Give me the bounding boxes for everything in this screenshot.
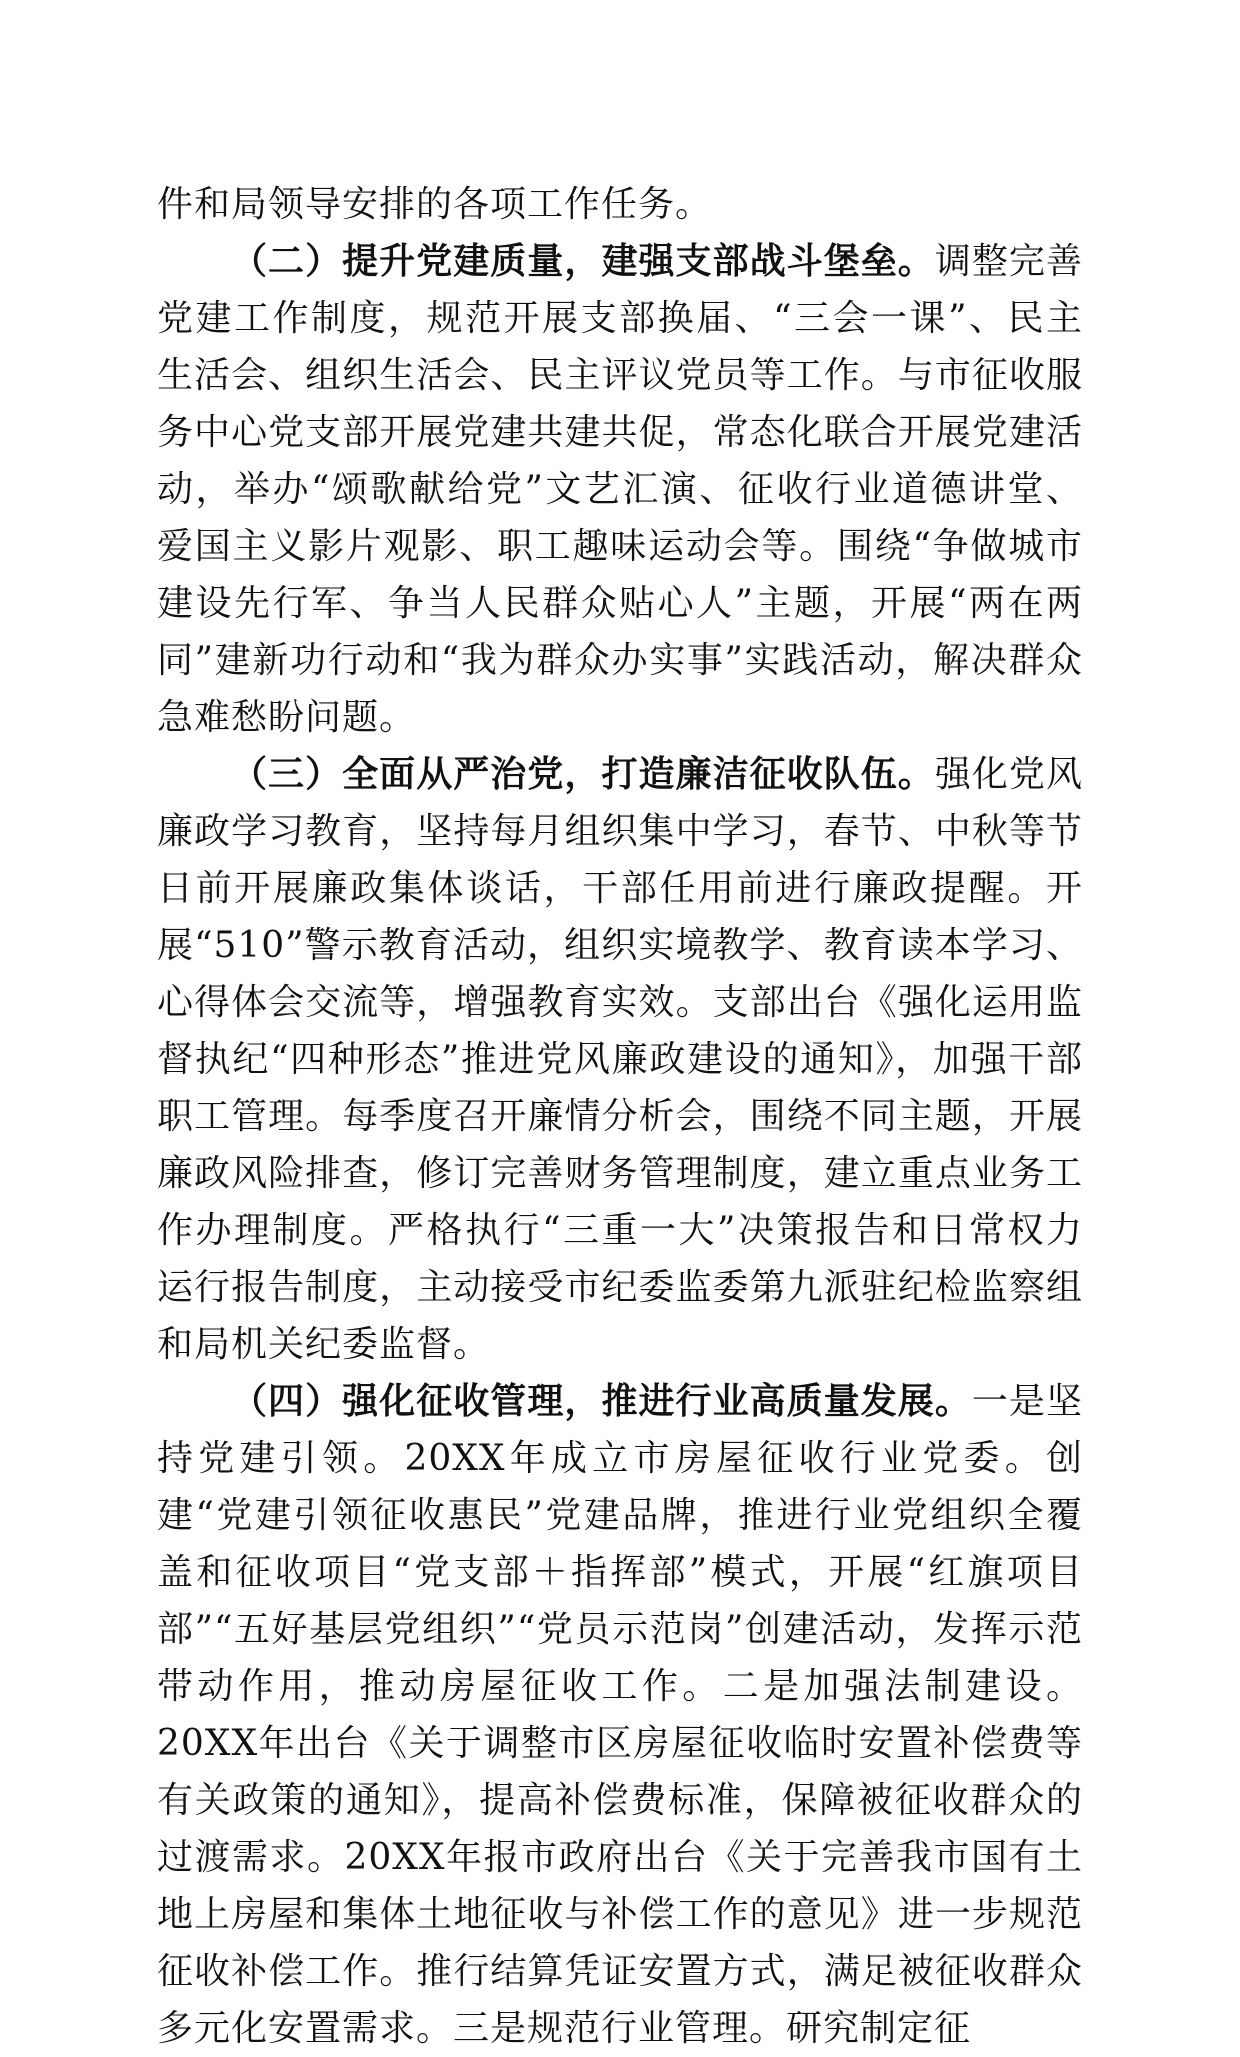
paragraph-section-2 <box>157 233 1083 746</box>
paragraph-section-3 <box>157 746 1083 1373</box>
section-heading: （三）全面从严治党，打造廉洁征收队伍。 <box>231 753 935 795</box>
paragraph-text: 件和局领导安排的各项工作任务。 <box>157 184 713 225</box>
paragraph-continuation <box>157 176 1083 233</box>
section-heading: （四）强化征收管理，推进行业高质量发展。 <box>231 1380 972 1422</box>
paragraph-text: 调整完善党建工作制度，规范开展支部换届、“三会一课”、民主生活会、组织生活会、民主评议党员等工作。与市征收服务中心党支部开展党建共建共促，常态化联合开展党建活动，举办“颂歌献给党”文艺汇演、征收行业道德讲堂、爱国主义影片观影、职工趣味运动会等。围绕“争做城市建设先行军、争当人民群众贴心人”主题，开展“两在两同”建新功行动和“我为群众办实事”实践活动，解决群众急难愁盼问题。 <box>157 241 1083 738</box>
section-heading: （二）提升党建质量，建强支部战斗堡垒。 <box>231 240 935 282</box>
paragraph-section-4 <box>157 1373 1083 2057</box>
paragraph-text: 一是坚持党建引领。20XX年成立市房屋征收行业党委。创建“党建引领征收惠民”党建品牌，推进行业党组织全覆盖和征收项目“党支部＋指挥部”模式，开展“红旗项目部”“五好基层党组织”“党员示范岗”创建活动，发挥示范带动作用，推动房屋征收工作。二是加强法制建设。20XX年出台《关于调整市区房屋征收临时安置补偿费等有关政策的通知》，提高补偿费标准，保障被征收群众的过渡需求。20XX年报市政府出台《关于完善我市国有土地上房屋和集体土地征收与补偿工作的意见》进一步规范征收补偿工作。推行结算凭证安置方式，满足被征收群众多元化安置需求。三是规范行业管理。研究制定征 <box>157 1381 1083 2049</box>
paragraph-text: 强化党风廉政学习教育，坚持每月组织集中学习，春节、中秋等节日前开展廉政集体谈话，干部任用前进行廉政提醒。开展“510”警示教育活动，组织实境教学、教育读本学习、心得体会交流等，增强教育实效。支部出台《强化运用监督执纪“四种形态”推进党风廉政建设的通知》，加强干部职工管理。每季度召开廉情分析会，围绕不同主题，开展廉政风险排查，修订完善财务管理制度，建立重点业务工作办理制度。严格执行“三重一大”决策报告和日常权力运行报告制度，主动接受市纪委监委第九派驻纪检监察组和局机关纪委监督。 <box>157 754 1083 1365</box>
document-body <box>157 176 1083 2057</box>
